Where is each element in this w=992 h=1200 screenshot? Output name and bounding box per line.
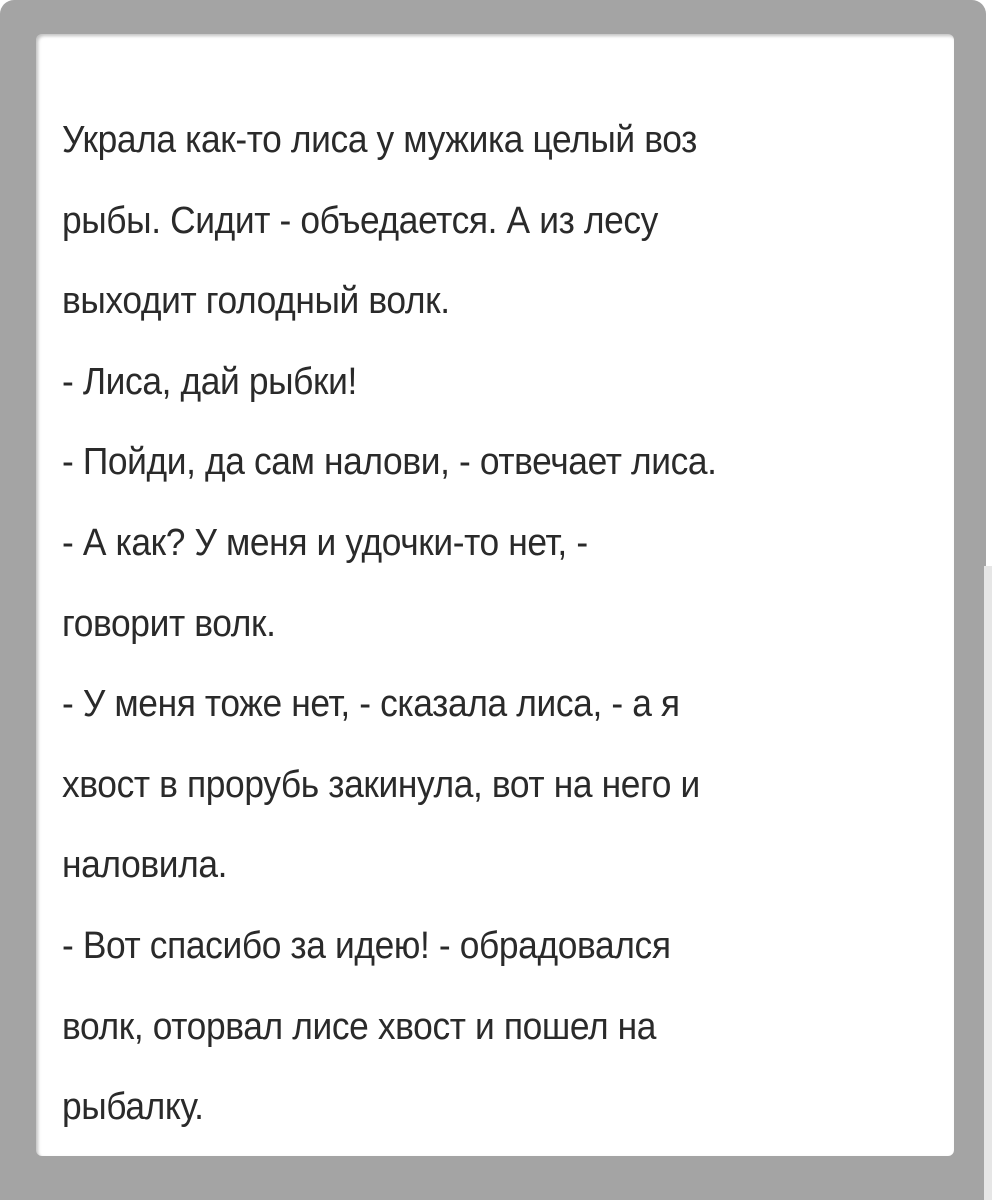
story-line-3: выходит голодный волк. [62, 280, 450, 323]
story-line-9: хвост в прорубь закинула, вот на него и [62, 763, 700, 806]
story-line-13: рыбалку. [62, 1086, 204, 1129]
story-card [36, 34, 954, 1156]
story-line-6: - А как? У меня и удочки-то нет, - [62, 521, 588, 564]
frame-edge-shadow [984, 566, 992, 1200]
story-line-8: - У меня тоже нет, - сказала лиса, - а я [62, 683, 680, 726]
story-line-12: волк, оторвал лисе хвост и пошел на [62, 1005, 657, 1048]
story-line-4: - Лиса, дай рыбки! [62, 360, 357, 403]
story-line-1: Украла как-то лиса у мужика целый воз [62, 119, 697, 161]
story-line-7: говорит волк. [62, 602, 276, 645]
story-line-5: - Пойди, да сам налови, - отвечает лиса. [62, 441, 717, 484]
story-line-11: - Вот спасибо за идею! - обрадовался [62, 924, 671, 967]
story-line-2: рыбы. Сидит - объедается. А из лесу [62, 199, 658, 242]
story-line-10: наловила. [62, 844, 228, 887]
